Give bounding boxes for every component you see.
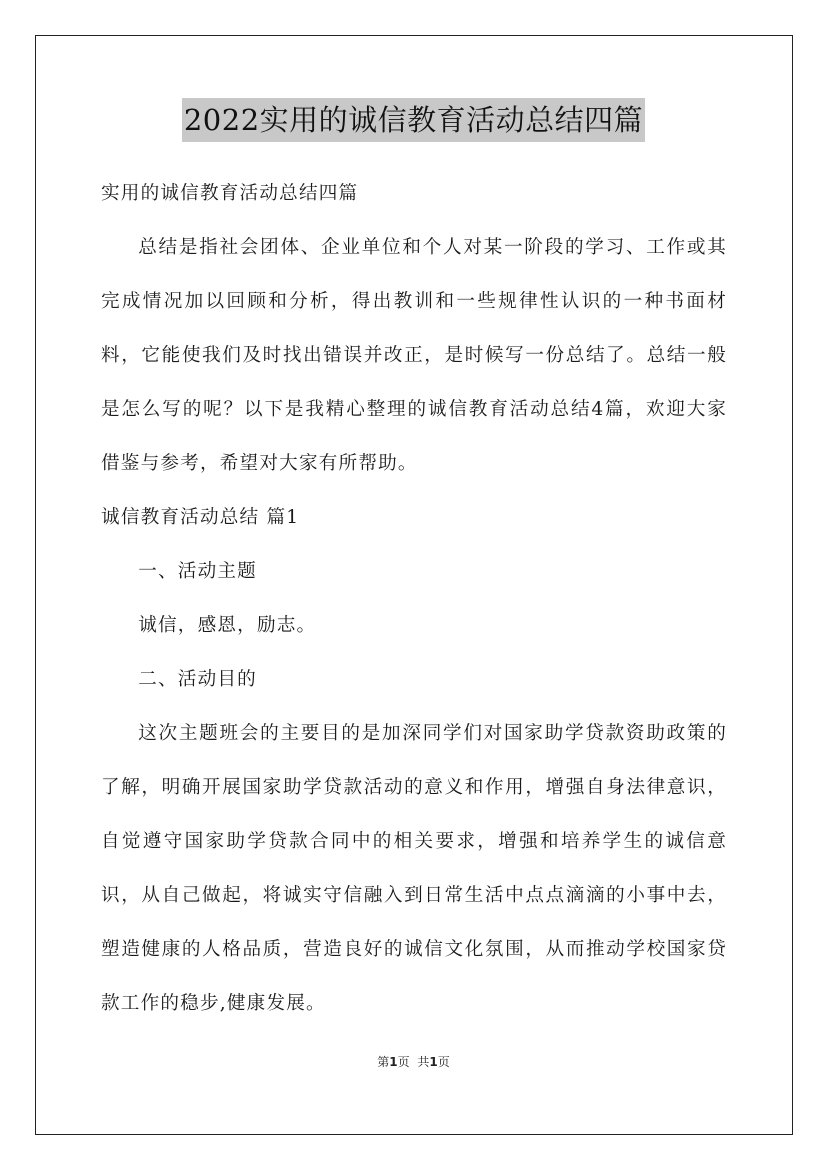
document-body [101, 167, 727, 1031]
item1-heading: 一、活动主题 [138, 561, 257, 582]
document-title: 2022实用的诚信教育活动总结四篇 [182, 98, 645, 142]
item2-paragraph: 这次主题班会的主要目的是加深同学们对国家助学贷款资助政策的了解，明确开展国家助学贷款活动的意义和作用，增强自身法律意识，自觉遵守国家助学贷款合同中的相关要求，增强和培养学生的诚信意识，从自己做起，将诚实守信融入到日常生活中点点滴滴的小事中去，塑造健康的人格品质，营造良好的诚信文化氛围，从而推动学校国家贷款工作的稳步,健康发展。 [101, 723, 727, 1014]
title-area [0, 98, 827, 142]
item2-heading: 二、活动目的 [138, 669, 257, 690]
document-subtitle: 实用的诚信教育活动总结四篇 [101, 183, 359, 204]
total-prefix: 共 [417, 1055, 430, 1069]
total-unit: 页 [437, 1055, 450, 1069]
page-footer [0, 1053, 827, 1070]
page-prefix: 第 [377, 1055, 390, 1069]
section-heading: 诚信教育活动总结 篇1 [101, 507, 300, 528]
page-unit: 页 [397, 1055, 410, 1069]
page-current: 1 [389, 1055, 398, 1069]
page-total: 1 [429, 1055, 438, 1069]
intro-paragraph: 总结是指社会团体、企业单位和个人对某一阶段的学习、工作或其完成情况加以回顾和分析，得出教训和一些规律性认识的一种书面材料，它能使我们及时找出错误并改正，是时候写一份总结了。总结一般是怎么写的呢？以下是我精心整理的诚信教育活动总结4篇，欢迎大家借鉴与参考，希望对大家有所帮助。 [101, 237, 727, 474]
item1-text: 诚信，感恩，励志。 [138, 615, 317, 636]
